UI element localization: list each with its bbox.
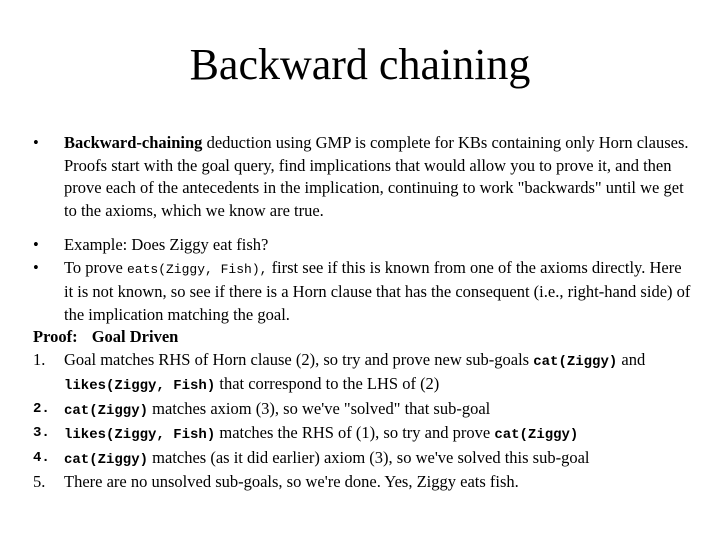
step-4 <box>33 447 693 472</box>
proof-heading <box>33 326 693 349</box>
step-text: There are no unsolved sub-goals, so we're done. Yes, Ziggy eats fish. <box>64 472 519 491</box>
step-1 <box>33 349 693 398</box>
bullet-text: Example: Does Ziggy eat fish? <box>64 235 269 254</box>
code-term: cat(Ziggy) <box>64 451 149 468</box>
bullet-backward-chaining <box>33 132 693 222</box>
bullet-text-post: first see if this is known from one of the axioms directly. Here it is not known, so see if there is a Horn clause that has the consequent (i.e., right-hand side) of the implication matching the goal. <box>64 257 691 324</box>
term-backward-chaining: Backward-chaining <box>64 133 203 152</box>
slide-body <box>33 132 693 494</box>
bullet-example <box>33 234 693 257</box>
proof-value: Goal Driven <box>91 327 179 346</box>
code-term: likes(Ziggy, Fish) <box>64 378 216 394</box>
code-term: cat(Ziggy) <box>494 427 579 443</box>
bullet-marker: • <box>33 133 39 152</box>
step-text: and <box>617 349 646 369</box>
step-text: that correspond to the LHS of (2) <box>215 374 440 393</box>
bullet-text-pre: To prove <box>64 257 127 277</box>
proof-label: Proof: <box>33 327 78 346</box>
step-number: 1. <box>33 349 46 369</box>
step-text: matches axiom (3), so we've "solved" that sub-goal <box>148 398 491 418</box>
code-goal: eats(Ziggy, Fish), <box>127 261 268 277</box>
step-text: Goal matches RHS of Horn clause (2), so try and prove new sub-goals <box>64 349 534 369</box>
step-text: matches (as it did earlier) axiom (3), so we've solved this sub-goal <box>148 447 590 467</box>
code-term: cat(Ziggy) <box>64 402 149 419</box>
step-2 <box>33 398 693 423</box>
step-number: 4. <box>33 449 50 466</box>
bullet-to-prove <box>33 257 693 327</box>
step-5 <box>33 471 693 494</box>
step-text: matches the RHS of (1), so try and prove <box>215 423 495 442</box>
step-number: 2. <box>33 400 50 417</box>
bullet-marker: • <box>33 257 39 277</box>
step-number: 3. <box>33 425 50 441</box>
spacer <box>33 222 693 234</box>
bullet-marker: • <box>33 235 39 254</box>
step-number: 5. <box>33 472 46 491</box>
code-term: likes(Ziggy, Fish) <box>64 427 216 443</box>
slide-title: Backward chaining <box>189 40 531 89</box>
code-term: cat(Ziggy) <box>533 353 618 370</box>
bullet-text: deduction using GMP is complete for KBs containing only Horn clauses. Proofs start with the goal query, find implications that would allow you to prove it, and then prove each of the antecedents in the implication, continuing to work "backwards" until we get to the axioms, which we know are true. <box>64 133 689 220</box>
step-3 <box>33 422 693 447</box>
